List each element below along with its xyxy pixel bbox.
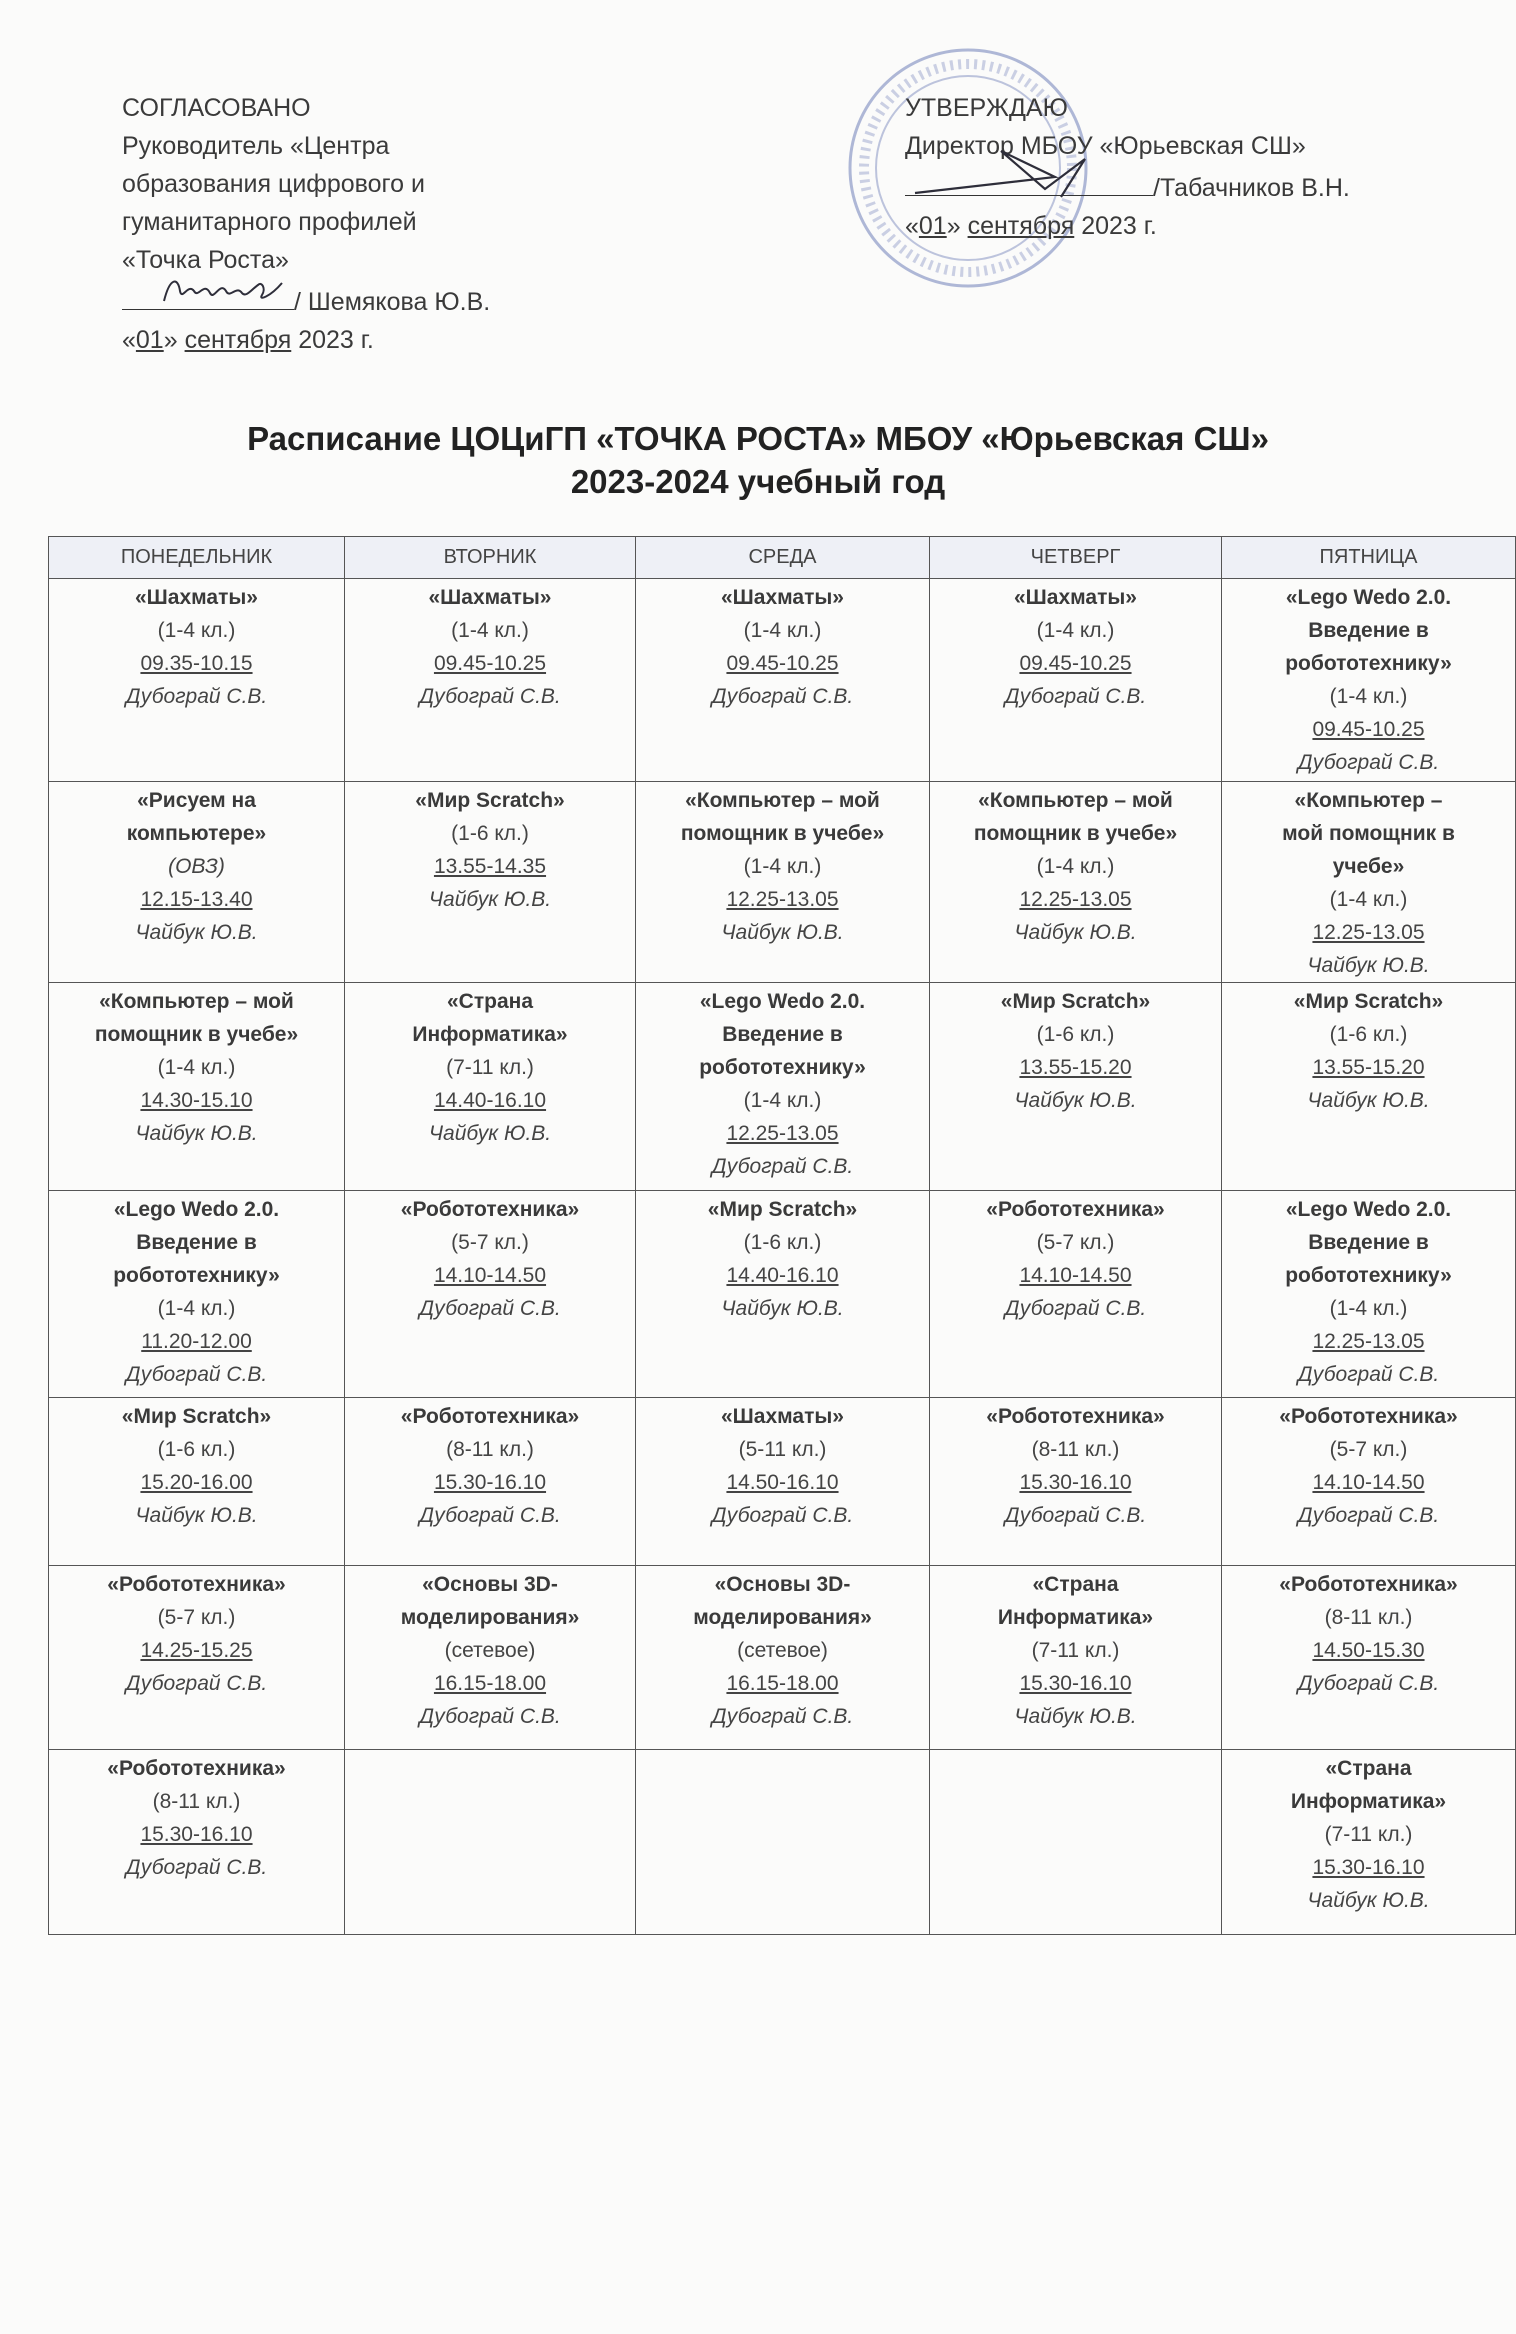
class-time: 16.15-18.00 — [433, 1672, 547, 1695]
class-time: 12.25-13.05 — [726, 1122, 839, 1145]
class-title: «Компьютер – — [1294, 789, 1443, 812]
class-time: 14.40-16.10 — [433, 1089, 547, 1112]
class-title: «Шахматы» — [135, 586, 258, 609]
class-teacher: Дубограй С.В. — [1004, 1504, 1147, 1527]
class-time: 14.10-14.50 — [1312, 1471, 1425, 1494]
class-time: 15.30-16.10 — [1019, 1672, 1132, 1695]
schedule-row — [49, 983, 1516, 1191]
schedule-cell — [1222, 1398, 1516, 1566]
schedule-cell — [49, 579, 345, 782]
class-teacher: Чайбук Ю.В. — [428, 888, 552, 911]
schedule-row — [49, 1566, 1516, 1750]
class-teacher: Дубограй С.В. — [1297, 751, 1440, 774]
class-grade: (8-11 кл.) — [1324, 1606, 1413, 1629]
class-teacher: Чайбук Ю.В. — [1014, 1089, 1137, 1112]
class-grade: (1-4 кл.) — [157, 1297, 236, 1320]
class-title: моделирования» — [693, 1606, 872, 1629]
approval-block-left — [122, 89, 490, 359]
approval-block-right — [905, 89, 1350, 245]
schedule-row — [49, 1191, 1516, 1398]
class-title: помощник в учебе» — [680, 822, 885, 845]
class-title: «Мир Scratch» — [1293, 990, 1444, 1013]
schedule-cell-empty — [930, 1750, 1222, 1935]
approval-line: гуманитарного профилей — [122, 208, 417, 236]
class-teacher: Чайбук Ю.В. — [428, 1122, 552, 1145]
schedule-cell — [49, 1750, 345, 1935]
class-title: «Робототехника» — [107, 1757, 286, 1780]
class-title: «Шахматы» — [1014, 586, 1137, 609]
class-title: Введение в — [722, 1023, 843, 1046]
class-teacher: Чайбук Ю.В. — [135, 1504, 258, 1527]
schedule-cell — [345, 1398, 636, 1566]
class-title: помощник в учебе» — [94, 1023, 299, 1046]
schedule-cell — [345, 983, 636, 1191]
class-title: Информатика» — [1290, 1790, 1447, 1813]
approval-heading: СОГЛАСОВАНО — [122, 94, 311, 122]
class-grade: (1-6 кл.) — [451, 822, 529, 845]
schedule-cell — [930, 983, 1222, 1191]
handwritten-signature — [905, 165, 1153, 196]
class-title: робототехнику» — [699, 1056, 866, 1079]
class-time: 14.10-14.50 — [1019, 1264, 1132, 1287]
class-time: 12.25-13.05 — [1019, 888, 1132, 911]
class-teacher: Дубограй С.В. — [1297, 1504, 1440, 1527]
day-header-tuesday: ВТОРНИК — [345, 537, 636, 579]
day-header-wednesday: СРЕДА — [636, 537, 930, 579]
class-title: компьютере» — [126, 822, 267, 845]
class-grade: (1-4 кл.) — [743, 855, 822, 878]
class-teacher: Чайбук Ю.В. — [135, 921, 258, 944]
schedule-cell — [1222, 1750, 1516, 1935]
document-title: Расписание ЦОЦиГП «ТОЧКА РОСТА» МБОУ «Юрьевская СШ» — [247, 420, 1269, 457]
class-time: 12.25-13.05 — [726, 888, 839, 911]
class-teacher: Дубограй С.В. — [419, 1705, 561, 1728]
class-title: «Компьютер – мой — [99, 990, 294, 1013]
schedule-cell — [1222, 1191, 1516, 1398]
class-time: 15.30-16.10 — [433, 1471, 547, 1494]
class-time: 15.20-16.00 — [140, 1471, 253, 1494]
schedule-cell — [49, 782, 345, 983]
class-title: «Основы 3D- — [422, 1573, 558, 1596]
class-grade: (1-6 кл.) — [1329, 1023, 1408, 1046]
class-grade: (1-6 кл.) — [743, 1231, 822, 1254]
class-teacher: Чайбук Ю.В. — [135, 1122, 258, 1145]
class-time: 16.15-18.00 — [726, 1672, 839, 1695]
schedule-table — [48, 536, 1516, 1935]
class-grade: (5-7 кл.) — [1036, 1231, 1115, 1254]
class-title: «Основы 3D- — [714, 1573, 851, 1596]
handwritten-signature — [122, 279, 294, 310]
class-teacher: Дубограй С.В. — [711, 1504, 854, 1527]
class-title: «Шахматы» — [721, 1405, 844, 1428]
class-time: 12.25-13.05 — [1312, 1330, 1425, 1353]
schedule-cell-empty — [636, 1750, 930, 1935]
class-grade: (7-11 кл.) — [1031, 1639, 1120, 1662]
class-title: Введение в — [1308, 619, 1429, 642]
class-time: 14.10-14.50 — [433, 1264, 547, 1287]
class-grade: (1-4 кл.) — [451, 619, 529, 642]
class-title: «Страна — [1325, 1757, 1412, 1780]
class-teacher: Дубограй С.В. — [711, 1705, 854, 1728]
schedule-cell — [636, 1191, 930, 1398]
class-time: 09.45-10.25 — [433, 652, 547, 675]
class-time: 14.40-16.10 — [726, 1264, 839, 1287]
schedule-cell — [1222, 1566, 1516, 1750]
class-time: 15.30-16.10 — [1019, 1471, 1132, 1494]
schedule-cell — [636, 983, 930, 1191]
class-teacher: Чайбук Ю.В. — [1014, 1705, 1137, 1728]
class-teacher: Чайбук Ю.В. — [1014, 921, 1137, 944]
schedule-cell — [1222, 782, 1516, 983]
schedule-cell — [345, 1566, 636, 1750]
class-title: «Робототехника» — [986, 1198, 1165, 1221]
schedule-cell-empty — [345, 1750, 636, 1935]
class-teacher: Дубограй С.В. — [419, 1504, 561, 1527]
schedule-cell — [636, 1398, 930, 1566]
class-title: «Компьютер – мой — [978, 789, 1173, 812]
schedule-row — [49, 1398, 1516, 1566]
class-teacher: Дубограй С.В. — [125, 685, 268, 708]
class-title: «Шахматы» — [428, 586, 552, 609]
class-grade: (8-11 кл.) — [446, 1438, 534, 1461]
class-grade: (5-7 кл.) — [451, 1231, 529, 1254]
schedule-cell — [1222, 579, 1516, 782]
day-header-thursday: ЧЕТВЕРГ — [930, 537, 1222, 579]
class-time: 09.45-10.25 — [1019, 652, 1132, 675]
class-grade: (1-4 кл.) — [743, 619, 822, 642]
class-time: 14.50-16.10 — [726, 1471, 839, 1494]
class-grade: (сетевое) — [444, 1639, 536, 1662]
class-title: робототехнику» — [1285, 652, 1452, 675]
class-time: 09.45-10.25 — [1312, 718, 1425, 741]
class-time: 13.55-14.35 — [433, 855, 547, 878]
schedule-cell — [636, 782, 930, 983]
class-grade: (5-7 кл.) — [1329, 1438, 1408, 1461]
schedule-cell — [636, 579, 930, 782]
class-title: моделирования» — [400, 1606, 580, 1629]
document-subtitle: 2023-2024 учебный год — [570, 463, 946, 500]
signature-line — [122, 279, 490, 321]
signature-line — [905, 165, 1350, 207]
class-title: «Страна — [1032, 1573, 1119, 1596]
schedule-cell — [49, 1566, 345, 1750]
class-time: 09.35-10.15 — [140, 652, 253, 675]
class-title: Введение в — [1308, 1231, 1429, 1254]
class-title: «Компьютер – мой — [685, 789, 880, 812]
class-title: Информатика» — [412, 1023, 568, 1046]
class-grade: (1-4 кл.) — [1329, 685, 1408, 708]
schedule-cell — [930, 1566, 1222, 1750]
class-teacher: Чайбук Ю.В. — [1307, 1889, 1430, 1912]
class-grade: (1-4 кл.) — [1036, 619, 1115, 642]
class-time: 12.25-13.05 — [1312, 921, 1425, 944]
class-grade: (5-11 кл.) — [738, 1438, 827, 1461]
schedule-cell — [930, 782, 1222, 983]
class-time: 15.30-16.10 — [1312, 1856, 1425, 1879]
class-grade: (7-11 кл.) — [1324, 1823, 1413, 1846]
class-title: Информатика» — [997, 1606, 1154, 1629]
class-grade: (1-4 кл.) — [1329, 888, 1408, 911]
class-title: «Страна — [447, 990, 533, 1013]
approval-date: «01» сентября 2023 г. — [122, 326, 374, 354]
class-title: «Мир Scratch» — [707, 1198, 858, 1221]
schedule-cell — [49, 1191, 345, 1398]
class-teacher: Дубограй С.В. — [711, 1155, 854, 1178]
class-grade: (1-4 кл.) — [157, 1056, 236, 1079]
class-teacher: Дубограй С.В. — [125, 1363, 268, 1386]
class-grade: (5-7 кл.) — [157, 1606, 236, 1629]
class-time: 13.55-15.20 — [1019, 1056, 1132, 1079]
class-note: (ОВЗ) — [168, 855, 225, 878]
class-title: «Робототехника» — [1279, 1405, 1458, 1428]
class-teacher: Дубограй С.В. — [419, 685, 561, 708]
schedule-cell — [49, 1398, 345, 1566]
class-title: «Lego Wedo 2.0. — [1285, 586, 1452, 609]
class-teacher: Дубограй С.В. — [1004, 1297, 1147, 1320]
schedule-body — [49, 579, 1516, 1935]
class-title: «Lego Wedo 2.0. — [1285, 1198, 1452, 1221]
schedule-cell — [1222, 983, 1516, 1191]
class-grade: (1-4 кл.) — [1329, 1297, 1408, 1320]
class-grade: (8-11 кл.) — [1031, 1438, 1120, 1461]
class-teacher: Дубограй С.В. — [419, 1297, 561, 1320]
class-teacher: Чайбук Ю.В. — [721, 1297, 844, 1320]
class-time: 14.50-15.30 — [1312, 1639, 1425, 1662]
class-grade: (1-4 кл.) — [1036, 855, 1115, 878]
class-grade: (1-4 кл.) — [157, 619, 236, 642]
class-teacher: Дубограй С.В. — [1297, 1363, 1440, 1386]
class-grade: (1-6 кл.) — [157, 1438, 236, 1461]
class-time: 12.15-13.40 — [140, 888, 253, 911]
class-teacher: Чайбук Ю.В. — [1307, 954, 1430, 977]
signature-name: / Шемякова Ю.В. — [294, 288, 491, 316]
schedule-row — [49, 1750, 1516, 1935]
class-title: «Рисуем на — [137, 789, 256, 812]
class-title: помощник в учебе» — [973, 822, 1178, 845]
class-teacher: Дубограй С.В. — [1004, 685, 1147, 708]
class-title: «Lego Wedo 2.0. — [113, 1198, 280, 1221]
class-title: «Мир Scratch» — [1000, 990, 1151, 1013]
class-time: 13.55-15.20 — [1312, 1056, 1425, 1079]
class-teacher: Дубограй С.В. — [711, 685, 854, 708]
schedule-row — [49, 579, 1516, 782]
class-title: робототехнику» — [113, 1264, 280, 1287]
schedule-cell — [930, 579, 1222, 782]
class-time: 11.20-12.00 — [141, 1330, 252, 1353]
class-grade: (сетевое) — [737, 1639, 828, 1662]
schedule-row — [49, 782, 1516, 983]
class-teacher: Дубограй С.В. — [125, 1856, 268, 1879]
class-teacher: Чайбук Ю.В. — [721, 921, 844, 944]
class-title: «Шахматы» — [721, 586, 844, 609]
class-teacher: Дубограй С.В. — [1297, 1672, 1440, 1695]
schedule-cell — [930, 1191, 1222, 1398]
schedule-cell — [345, 579, 636, 782]
class-title: «Робототехника» — [400, 1198, 580, 1221]
schedule-cell — [345, 782, 636, 983]
approval-line: образования цифрового и — [122, 170, 425, 198]
class-title: «Робототехника» — [107, 1573, 286, 1596]
class-time: 15.30-16.10 — [140, 1823, 253, 1846]
class-grade: (7-11 кл.) — [446, 1056, 534, 1079]
schedule-cell — [930, 1398, 1222, 1566]
class-title: «Мир Scratch» — [121, 1405, 272, 1428]
approval-date: «01» сентября 2023 г. — [905, 212, 1157, 240]
class-title: «Мир Scratch» — [415, 789, 565, 812]
day-header-monday: ПОНЕДЕЛЬНИК — [49, 537, 345, 579]
approval-position: Директор МБОУ «Юрьевская СШ» — [905, 132, 1306, 160]
class-grade: (1-6 кл.) — [1036, 1023, 1115, 1046]
approval-line: «Точка Роста» — [122, 246, 289, 274]
class-title: робототехнику» — [1285, 1264, 1452, 1287]
class-title: «Робототехника» — [1279, 1573, 1458, 1596]
class-time: 14.30-15.10 — [140, 1089, 253, 1112]
class-grade: (8-11 кл.) — [152, 1790, 241, 1813]
approval-line: Руководитель «Центра — [122, 132, 390, 160]
class-grade: (1-4 кл.) — [743, 1089, 822, 1112]
class-title: мой помощник в — [1282, 822, 1455, 845]
day-header-friday: ПЯТНИЦА — [1222, 537, 1516, 579]
class-title: «Робототехника» — [986, 1405, 1165, 1428]
signature-name: /Табачников В.Н. — [1153, 174, 1350, 202]
class-teacher: Чайбук Ю.В. — [1307, 1089, 1430, 1112]
approval-heading: УТВЕРЖДАЮ — [905, 94, 1068, 122]
class-teacher: Дубограй С.В. — [125, 1672, 268, 1695]
class-title: «Робототехника» — [400, 1405, 580, 1428]
schedule-cell — [636, 1566, 930, 1750]
class-title: учебе» — [1332, 855, 1405, 878]
class-title: «Lego Wedo 2.0. — [699, 990, 866, 1013]
class-title: Введение в — [136, 1231, 257, 1254]
class-time: 14.25-15.25 — [140, 1639, 253, 1662]
schedule-header-row — [49, 537, 1516, 579]
schedule-cell — [345, 1191, 636, 1398]
schedule-cell — [49, 983, 345, 1191]
class-time: 09.45-10.25 — [726, 652, 839, 675]
